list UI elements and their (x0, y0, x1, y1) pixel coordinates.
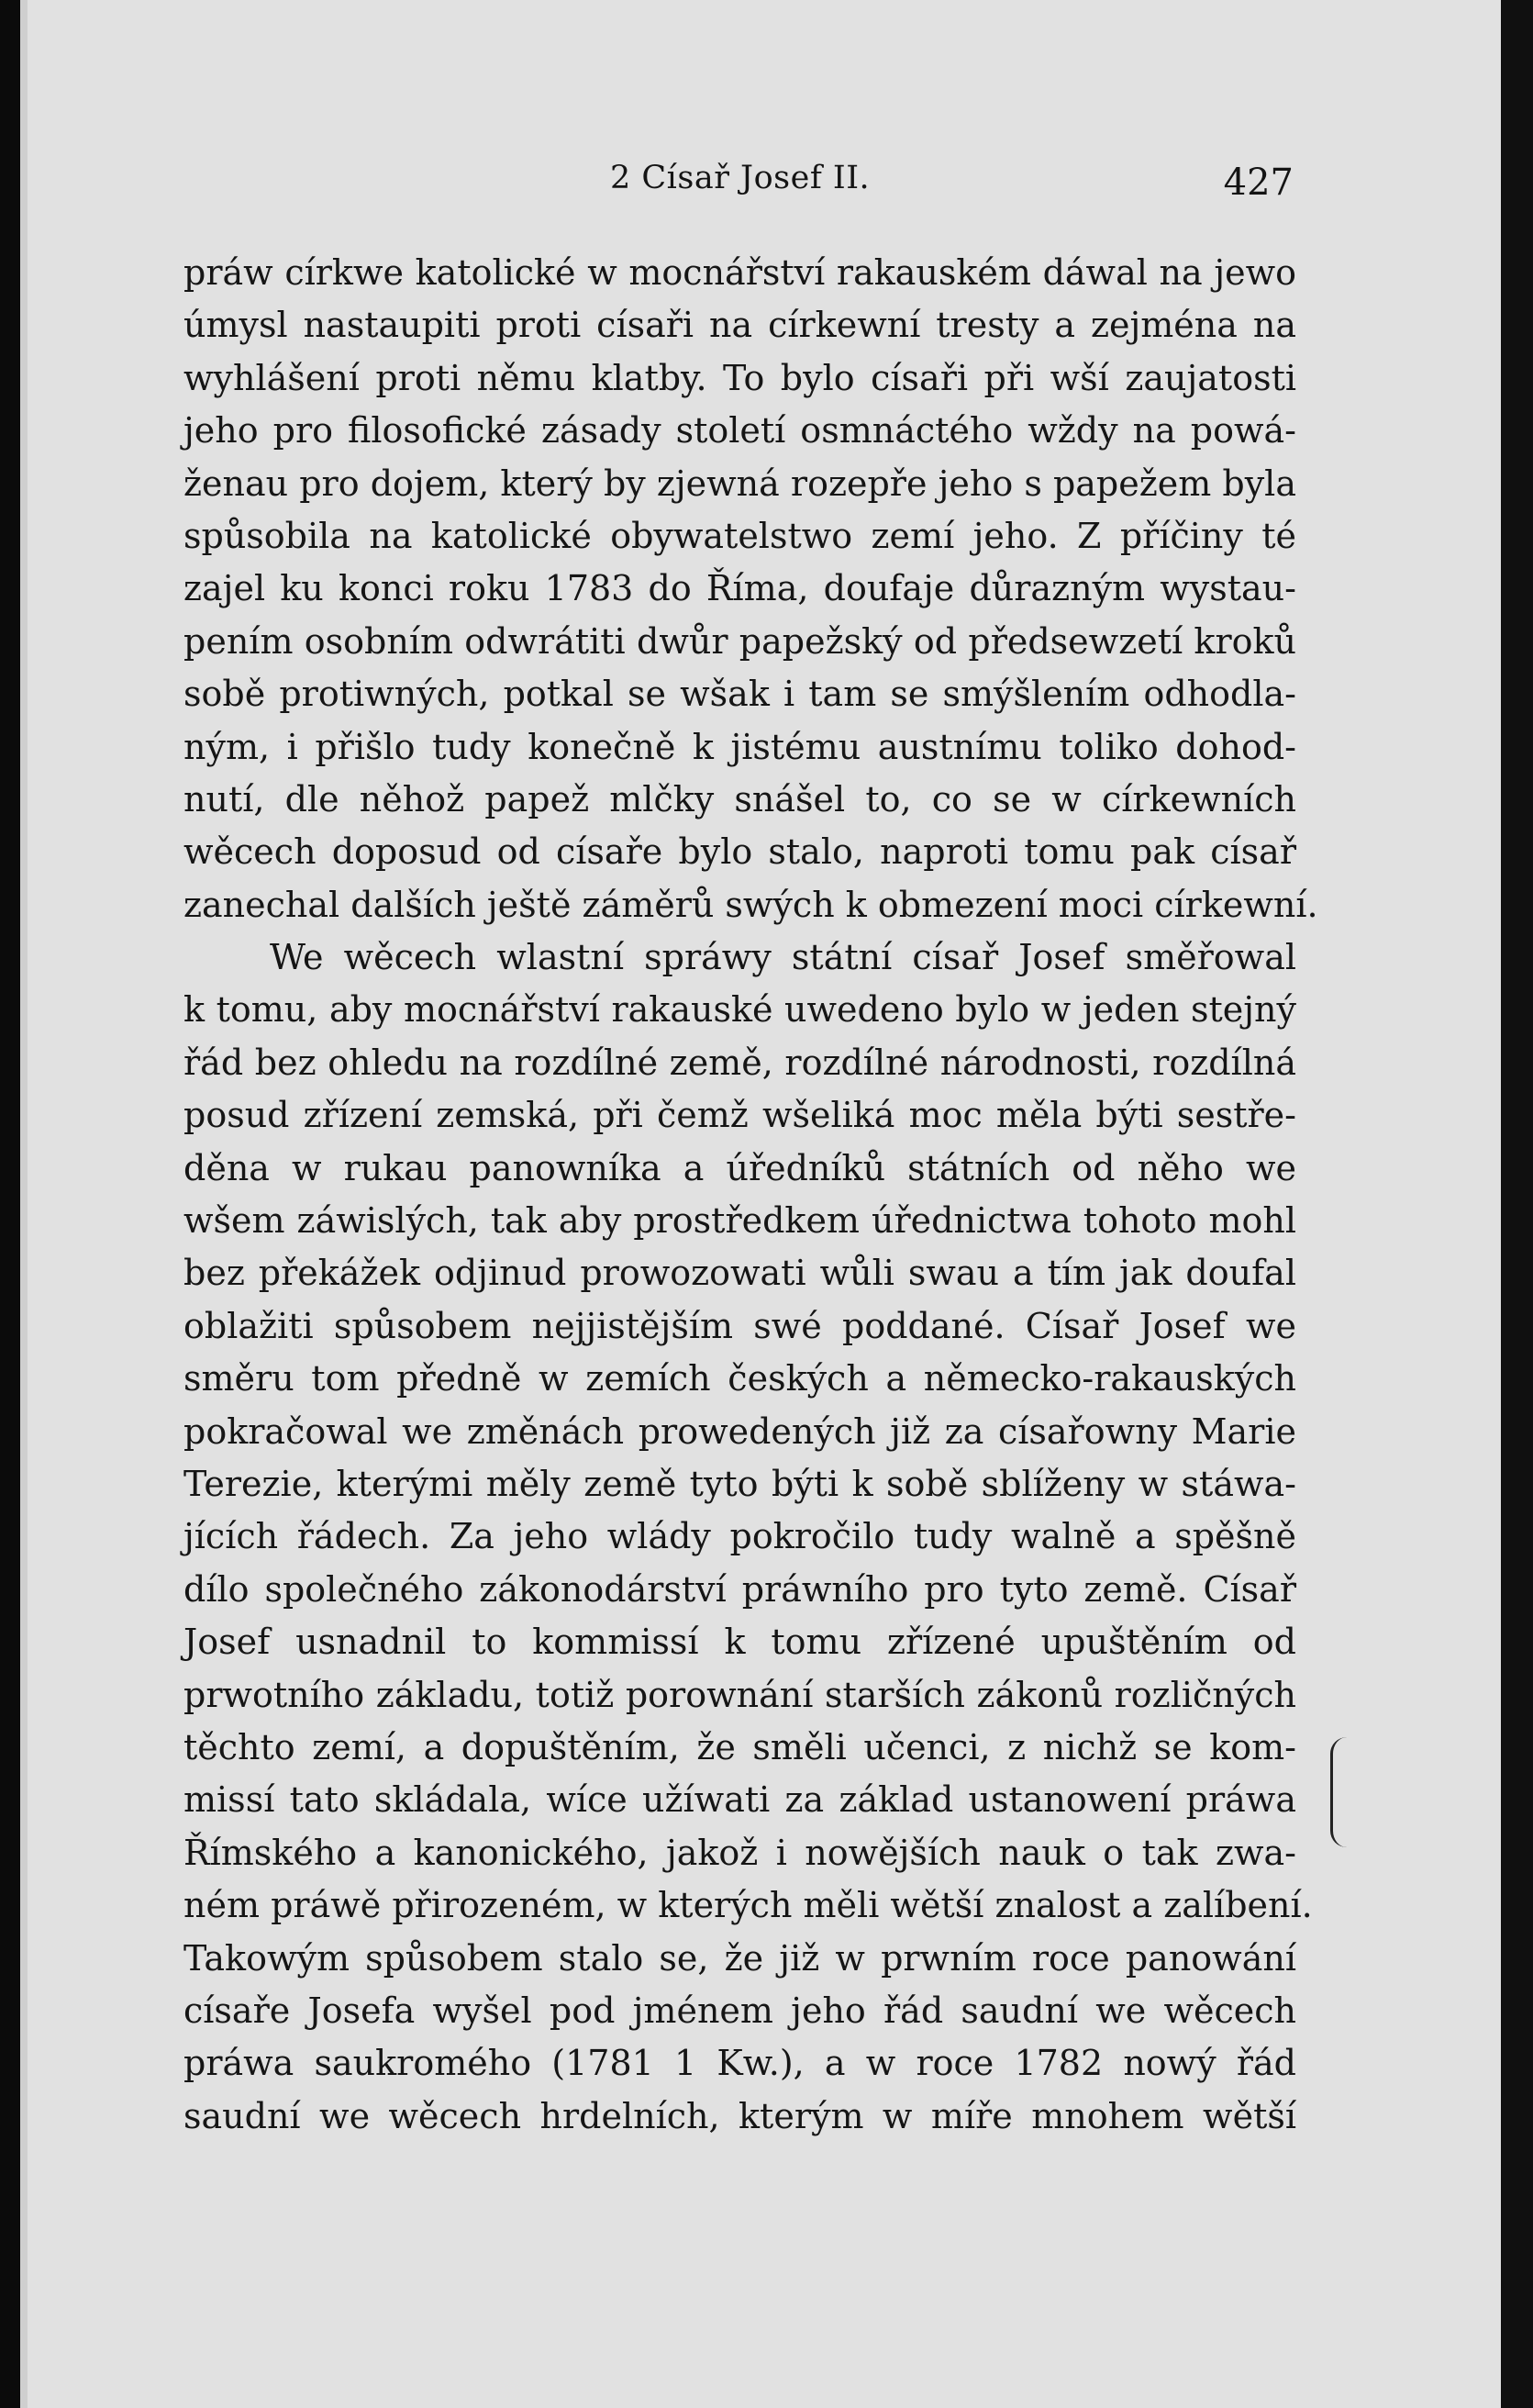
text-line: jících řádech. Za jeho wlády pokročilo tudy walně a spěšně (183, 1516, 1296, 1557)
text-line: řád bez ohledu na rozdílné země, rozdílné národnosti, rozdílná (183, 1042, 1296, 1083)
text-line: práwa saukromého (1781 1 Kw.), a w roce 1782 nowý řád (183, 2043, 1296, 2084)
text-line: ným, i přišlo tudy konečně k jistému austnímu toliko dohod- (183, 726, 1296, 767)
body-text (183, 247, 1318, 2143)
text-line: jeho pro filosofické zásady století osmnáctého wždy na powá- (183, 410, 1296, 452)
text-line: k tomu, aby mocnářství rakauské uwedeno bylo w jeden stejný (183, 989, 1296, 1031)
binding-edge (20, 0, 28, 2408)
text-line: dílo společného zákonodárství práwního pro tyto země. Císař (183, 1568, 1296, 1610)
text-line: zajel ku konci roku 1783 do Říma, doufaje důrazným wystau- (183, 568, 1296, 609)
text-line: ženau pro dojem, který by zjewná rozepře jeho s papežem byla (183, 463, 1296, 504)
text-line: missí tato skládala, wíce užíwati za základ ustanowení práwa (183, 1779, 1296, 1821)
text-line: děna w rukau panowníka a úředníků státních od něho we (183, 1147, 1296, 1188)
text-line: saudní we wěcech hrdelních, kterým w míře mnohem wětší (183, 2095, 1296, 2136)
text-line: Takowým spůsobem stalo se, že již w prwním roce panowání (183, 1937, 1296, 1979)
text-line: spůsobila na katolické obywatelstwo zemí jeho. Z příčiny té (183, 515, 1296, 556)
running-head: 2 Císař Josef II. (610, 160, 871, 196)
scan-right-edge (1501, 0, 1533, 2408)
text-line: těchto zemí, a dopuštěním, že směli učenci, z nichž se kom- (183, 1726, 1296, 1767)
text-line: prwotního základu, totiž porownání starších zákonů rozličných (183, 1674, 1296, 1715)
paragraph-2 (183, 931, 1313, 2143)
text-line: císaře Josefa wyšel pod jménem jeho řád saudní we wěcech (183, 1990, 1296, 2031)
text-line: pokračowal we změnách prowedených již za císařowny Marie (183, 1410, 1296, 1452)
text-line: wyhlášení proti němu klatby. To bylo císaři při wší zaujatosti (183, 357, 1296, 398)
text-line: práw církwe katolické w mocnářství rakauském dáwal na jewo (183, 252, 1296, 293)
text-line: nutí, dle něhož papež mlčky snášel to, co se w církewních (183, 778, 1296, 819)
page-header (179, 154, 1294, 218)
paragraph-1 (183, 247, 1318, 931)
text-line: Josef usnadnil to kommissí k tomu zřízené upuštěním od (183, 1622, 1296, 1663)
text-line: pením osobním odwrátiti dwůr papežský od předsewzetí kroků (183, 620, 1296, 662)
text-line: oblažiti spůsobem nejjistějším swé poddané. Císař Josef we (183, 1305, 1296, 1346)
text-line: zanechal dalších ještě záměrů swých k obmezení moci církewní. (183, 884, 1318, 925)
text-line: sobě protiwných, potkal se wšak i tam se smýšlením odhodla- (183, 674, 1296, 715)
text-line: wěcech doposud od císaře bylo stalo, naproti tomu pak císař (183, 831, 1296, 873)
text-line: bez překážek odjinud prowozowati wůli swau a tím jak doufal (183, 1253, 1296, 1294)
text-line: Římského a kanonického, jakož i nowějších nauk o tak zwa- (183, 1832, 1296, 1873)
text-line: ném práwě přirozeném, w kterých měli wětší znalost a zalíbení. (183, 1885, 1313, 1926)
page-number: 427 (1223, 162, 1294, 204)
text-line: posud zřízení zemská, při čemž wšeliká moc měla býti sestře- (183, 1095, 1296, 1136)
text-line: Terezie, kterými měly země tyto býti k sobě sblíženy w stáwa- (183, 1463, 1296, 1504)
text-line: směru tom předně w zemích českých a německo-rakauských (183, 1358, 1296, 1399)
margin-bracket-mark (1330, 1737, 1351, 1847)
text-line: We wěcech wlastní spráwy státní císař Josef směřowal (270, 937, 1296, 978)
text-line: úmysl nastaupiti proti císaři na církewní tresty a zejména na (183, 305, 1296, 346)
text-line: wšem záwislých, tak aby prostředkem úřednictwa tohoto mohl (183, 1200, 1296, 1242)
